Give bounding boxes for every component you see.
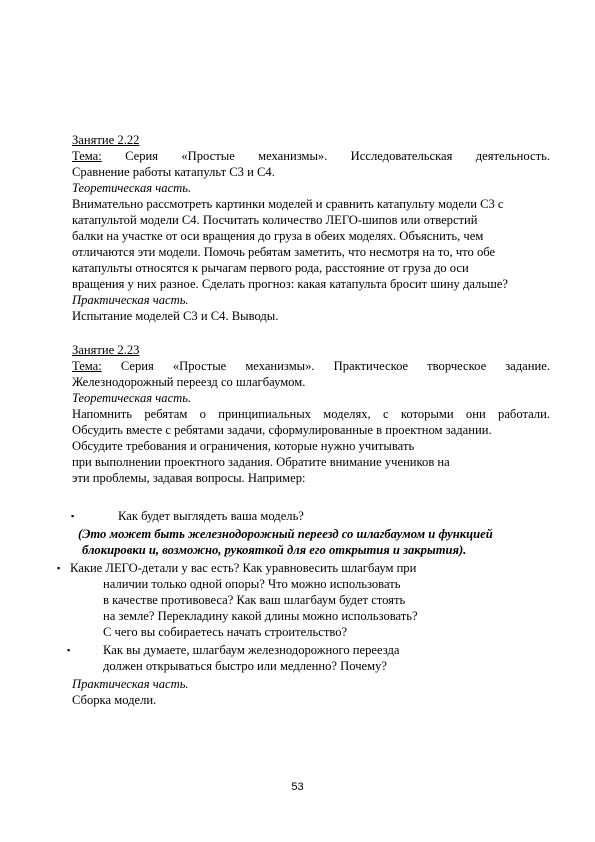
theory-label: Теоретическая часть. xyxy=(72,181,192,195)
theory-line: при выполнении проектного задания. Обратите внимание учеников на xyxy=(72,455,450,469)
question-item: С чего вы собираетесь начать строительство? xyxy=(103,625,348,639)
theory-line: Внимательно рассмотреть картинки моделей и сравнить катапульту модели С3 с xyxy=(72,197,504,211)
question-item: Как вы думаете, шлагбаум железнодорожного переезда xyxy=(103,643,400,657)
bullet-icon: ▪ xyxy=(67,645,71,655)
theme-continuation: Железнодорожный переезд со шлагбаумом. xyxy=(72,375,306,389)
bullet-icon: ▪ xyxy=(71,511,75,521)
theory-line: эти проблемы, задавая вопросы. Например: xyxy=(72,471,306,485)
lesson-theme xyxy=(72,358,550,374)
question-note: (Это может быть железнодорожный переезд со шлагбаумом и функцией xyxy=(78,527,493,541)
theory-line: балки на участке от оси вращения до груза в обеих моделях. Объяснить, чем xyxy=(72,229,484,243)
question-note: блокировки и, возможно, рукояткой для его открытия и закрытия). xyxy=(82,543,467,557)
theory-line: Обсудите требования и ограничения, которые нужно учитывать xyxy=(72,439,415,453)
practice-label: Практическая часть. xyxy=(72,293,189,307)
theory-line: вращения у них разное. Сделать прогноз: какая катапульта бросит шину дальше? xyxy=(72,277,508,291)
theme-label: Тема: xyxy=(72,149,102,163)
theory-line: отличаются эти модели. Помочь ребятам заметить, что несмотря на то, что обе xyxy=(72,245,496,259)
practice-text: Испытание моделей С3 и С4. Выводы. xyxy=(72,309,279,323)
theme-text: Серия «Простые механизмы». Исследовательская деятельность. xyxy=(101,149,550,163)
practice-label: Практическая часть. xyxy=(72,677,189,691)
theory-label: Теоретическая часть. xyxy=(72,391,192,405)
question-item: Какие ЛЕГО-детали у вас есть? Как уравновесить шлагбаум при xyxy=(70,561,417,575)
page-number: 53 xyxy=(291,781,304,793)
question-item: в качестве противовеса? Как ваш шлагбаум будет стоять xyxy=(103,593,406,607)
theory-line: Напомнить ребятам о принципиальных моделях, с которыми они работали. xyxy=(72,407,550,421)
question-item: должен открываться быстро или медленно? Почему? xyxy=(103,659,387,673)
bullet-icon: ▪ xyxy=(57,563,61,573)
lesson-heading: Занятие 2.23 xyxy=(72,343,140,357)
question-item: Как будет выглядеть ваша модель? xyxy=(118,509,304,523)
question-item: наличии только одной опоры? Что можно использовать xyxy=(103,577,401,591)
theme-text: Серия «Простые механизмы». Практическое творческое задание. xyxy=(101,359,550,373)
theory-line: катапульты относятся к рычагам первого рода, расстояние от груза до оси xyxy=(72,261,469,275)
theme-continuation: Сравнение работы катапульт С3 и С4. xyxy=(72,165,275,179)
question-item: на земле? Перекладину какой длины можно использовать? xyxy=(103,609,418,623)
lesson-heading: Занятие 2.22 xyxy=(72,133,140,147)
lesson-theme xyxy=(72,148,550,164)
theory-line: катапультой модели С4. Посчитать количество ЛЕГО-шипов или отверстий xyxy=(72,213,478,227)
practice-text: Сборка модели. xyxy=(72,693,157,707)
theme-label: Тема: xyxy=(72,359,102,373)
theory-line: Обсудить вместе с ребятами задачи, сформулированные в проектном задании. xyxy=(72,423,492,437)
